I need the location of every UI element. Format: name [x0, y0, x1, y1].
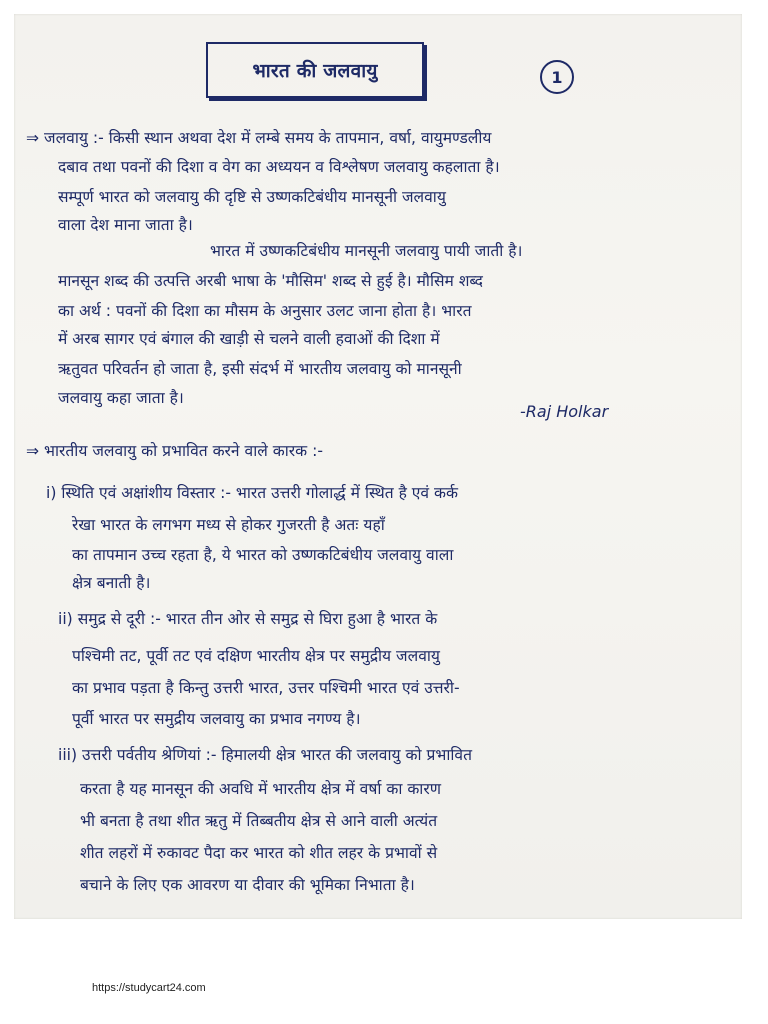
author-signature: -Raj Holkar: [520, 402, 609, 421]
factor-line: करता है यह मानसून की अवधि में भारतीय क्षेत्र में वर्षा का कारण: [80, 780, 442, 798]
footer-link[interactable]: https://studycart24.com: [92, 982, 206, 994]
intro-line: वाला देश माना जाता है।: [58, 216, 193, 234]
page-number: [540, 60, 574, 94]
factor-line: शीत लहरों में रुकावट पैदा कर भारत को शीत लहर के प्रभावों से: [80, 844, 438, 862]
intro-line: मानसून शब्द की उत्पत्ति अरबी भाषा के 'मौसिम' शब्द से हुई है। मौसिम शब्द: [58, 272, 483, 290]
intro-line: जलवायु कहा जाता है।: [58, 389, 184, 407]
intro-line: ऋतुवत परिवर्तन हो जाता है, इसी संदर्भ में भारतीय जलवायु को मानसूनी: [58, 360, 462, 378]
section-heading: ⇒ भारतीय जलवायु को प्रभावित करने वाले कारक :-: [26, 442, 323, 460]
intro-line: भारत में उष्णकटिबंधीय मानसूनी जलवायु पायी जाती है।: [210, 242, 523, 260]
factor-line: ii) समुद्र से दूरी :- भारत तीन ओर से समुद्र से घिरा हुआ है भारत के: [58, 610, 438, 628]
intro-line: दबाव तथा पवनों की दिशा व वेग का अध्ययन व विश्लेषण जलवायु कहलाता है।: [58, 158, 500, 176]
factor-line: पश्चिमी तट, पूर्वी तट एवं दक्षिण भारतीय क्षेत्र पर समुद्रीय जलवायु: [72, 647, 440, 665]
page-title: भारत की जलवायु: [252, 60, 378, 82]
factor-line: का तापमान उच्च रहता है, ये भारत को उष्णकटिबंधीय जलवायु वाला: [72, 546, 454, 564]
factor-line: बचाने के लिए एक आवरण या दीवार की भूमिका निभाता है।: [80, 876, 415, 894]
factor-line: भी बनता है तथा शीत ऋतु में तिब्बतीय क्षेत्र से आने वाली अत्यंत: [80, 812, 438, 830]
intro-line: ⇒ जलवायु :- किसी स्थान अथवा देश में लम्बे समय के तापमान, वर्षा, वायुमण्डलीय: [26, 129, 492, 147]
intro-line: में अरब सागर एवं बंगाल की खाड़ी से चलने वाली हवाओं की दिशा में: [58, 330, 440, 348]
factor-line: i) स्थिति एवं अक्षांशीय विस्तार :- भारत उत्तरी गोलार्द्ध में स्थित है एवं कर्क: [46, 484, 459, 502]
factor-line: iii) उत्तरी पर्वतीय श्रेणियां :- हिमालयी क्षेत्र भारत की जलवायु को प्रभावित: [58, 746, 472, 764]
factor-line: रेखा भारत के लगभग मध्य से होकर गुजरती है अतः यहाँ: [72, 516, 385, 534]
title-box: [206, 42, 424, 98]
page-number-text: 1: [551, 67, 563, 87]
intro-line: सम्पूर्ण भारत को जलवायु की दृष्टि से उष्णकटिबंधीय मानसूनी जलवायु: [58, 188, 446, 206]
intro-line: का अर्थ : पवनों की दिशा का मौसम के अनुसार उलट जाना होता है। भारत: [58, 302, 472, 320]
factor-line: पूर्वी भारत पर समुद्रीय जलवायु का प्रभाव नगण्य है।: [72, 710, 361, 728]
factor-line: क्षेत्र बनाती है।: [72, 574, 151, 592]
factor-line: का प्रभाव पड़ता है किन्तु उत्तरी भारत, उत्तर पश्चिमी भारत एवं उत्तरी-: [72, 679, 460, 697]
